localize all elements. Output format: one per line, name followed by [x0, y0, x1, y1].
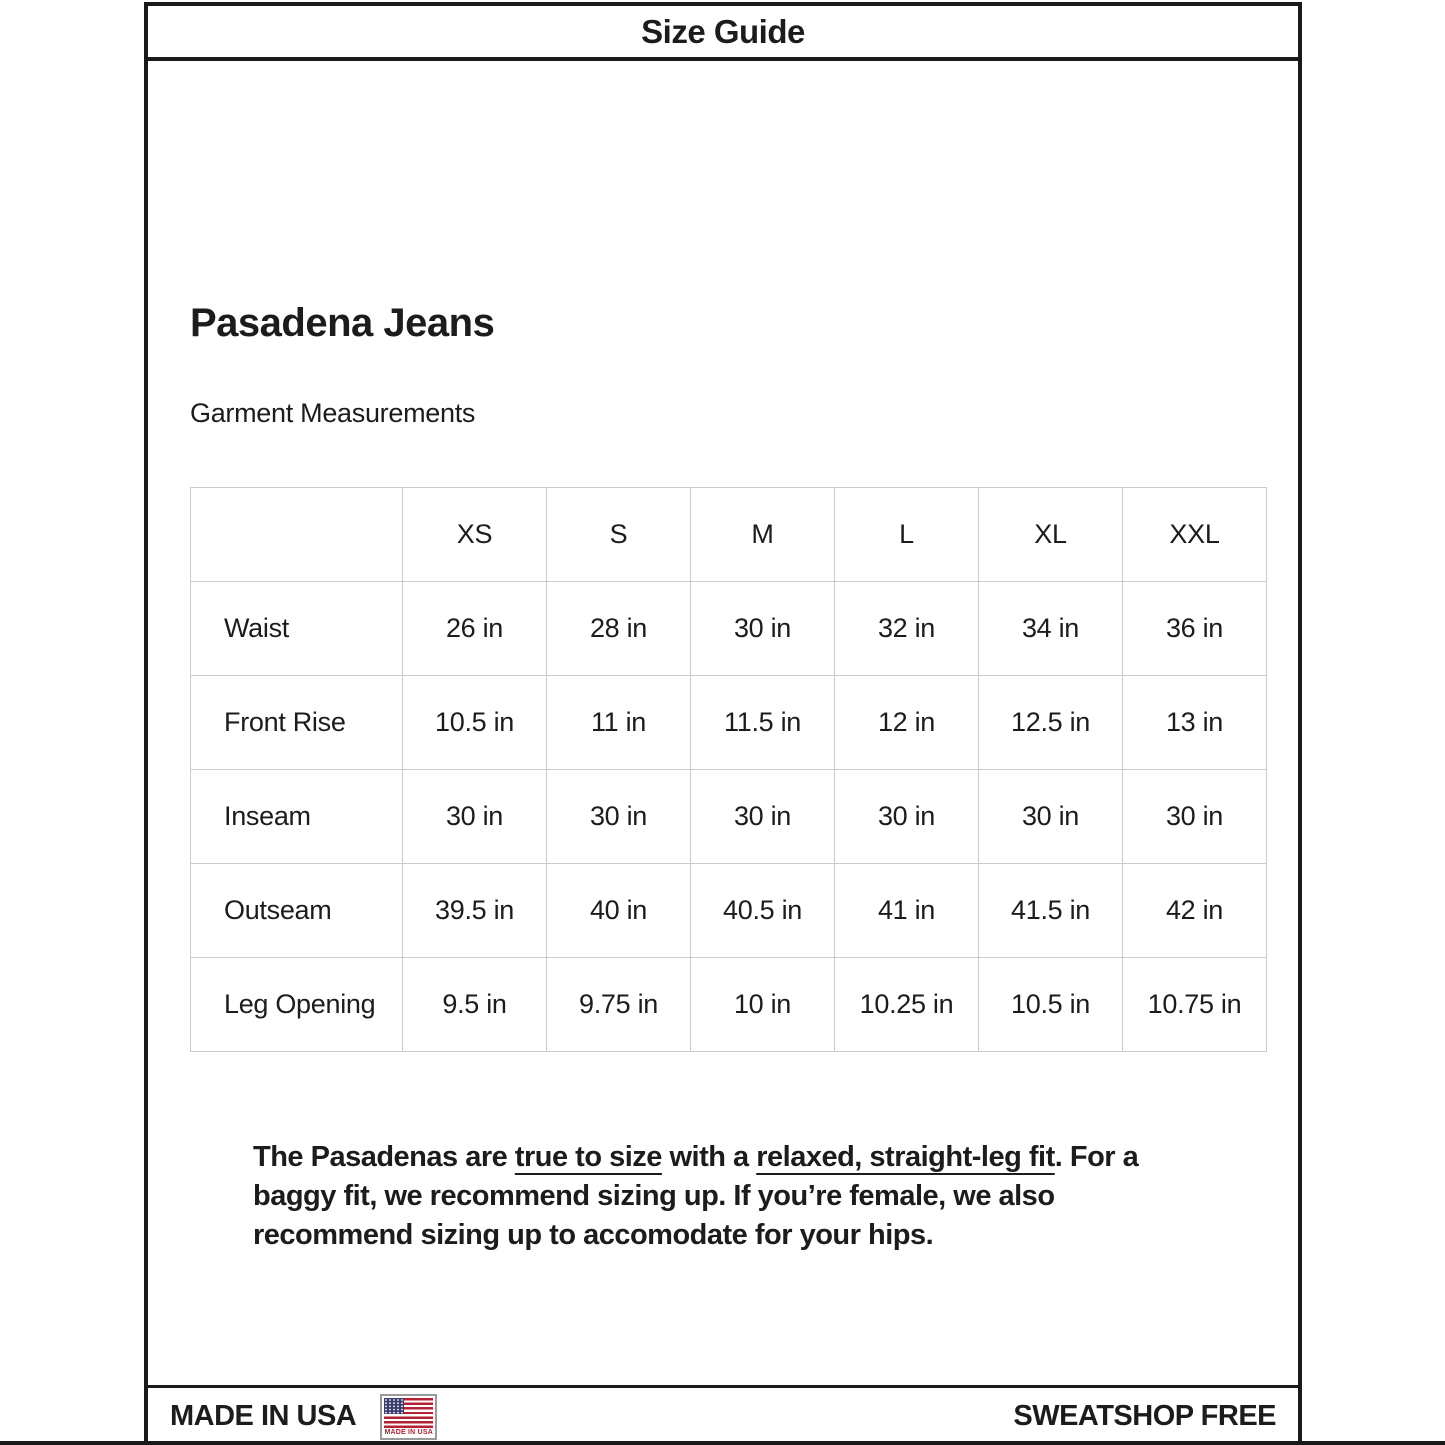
fit-text: with a	[661, 1141, 757, 1173]
measurement-cell: 10.5 in	[403, 676, 547, 770]
modal-content	[148, 301, 1298, 1255]
measurement-cell: 11 in	[547, 676, 691, 770]
table-row	[191, 864, 1267, 958]
measurement-cell: 10.25 in	[835, 958, 979, 1052]
size-column-header: XXL	[1123, 488, 1267, 582]
measurement-cell: 30 in	[691, 770, 835, 864]
measurement-cell: 13 in	[1123, 676, 1267, 770]
size-table-header-row	[191, 488, 1267, 582]
made-in-usa-label: MADE IN USA	[170, 1400, 357, 1432]
measurement-cell: 40.5 in	[691, 864, 835, 958]
row-label: Inseam	[191, 770, 403, 864]
fit-text: . For a baggy fit, we recommend sizing up. If you’re female, we also recommend sizing up to accomodate for your hips.	[253, 1141, 1139, 1251]
modal-footer	[148, 1385, 1298, 1445]
usa-flag-icon	[380, 1394, 437, 1440]
measurement-cell: 30 in	[1123, 770, 1267, 864]
measurement-cell: 10 in	[691, 958, 835, 1052]
measurement-cell: 34 in	[979, 582, 1123, 676]
table-row	[191, 770, 1267, 864]
measurement-cell: 10.75 in	[1123, 958, 1267, 1052]
measurement-cell: 40 in	[547, 864, 691, 958]
size-table-body	[191, 582, 1267, 1052]
measurement-cell: 30 in	[691, 582, 835, 676]
modal-title: Size Guide	[641, 12, 805, 50]
fit-link[interactable]: relaxed, straight-leg fit	[756, 1141, 1055, 1173]
size-column-header: XL	[979, 488, 1123, 582]
flag-caption: MADE IN USA	[384, 1428, 433, 1436]
measurement-cell: 10.5 in	[979, 958, 1123, 1052]
measurement-cell: 26 in	[403, 582, 547, 676]
measurement-cell: 9.75 in	[547, 958, 691, 1052]
bottom-border-bar	[0, 1441, 1445, 1445]
size-column-header: S	[547, 488, 691, 582]
row-label: Waist	[191, 582, 403, 676]
modal-header	[148, 6, 1298, 61]
measurement-cell: 30 in	[979, 770, 1123, 864]
row-label: Outseam	[191, 864, 403, 958]
row-label: Leg Opening	[191, 958, 403, 1052]
measurement-cell: 12.5 in	[979, 676, 1123, 770]
sweatshop-free-label: SWEATSHOP FREE	[1013, 1400, 1276, 1432]
measurement-cell: 42 in	[1123, 864, 1267, 958]
measurement-cell: 30 in	[403, 770, 547, 864]
measurement-cell: 32 in	[835, 582, 979, 676]
size-table	[190, 487, 1267, 1052]
measurement-cell: 41.5 in	[979, 864, 1123, 958]
measurement-cell: 30 in	[547, 770, 691, 864]
table-row	[191, 676, 1267, 770]
measurement-cell: 12 in	[835, 676, 979, 770]
flag-stripes	[384, 1398, 433, 1428]
section-subtitle: Garment Measurements	[190, 398, 476, 428]
measurement-cell: 11.5 in	[691, 676, 835, 770]
footer-left-group	[170, 1394, 437, 1440]
measurement-cell: 30 in	[835, 770, 979, 864]
row-label: Front Rise	[191, 676, 403, 770]
size-column-header: M	[691, 488, 835, 582]
table-row	[191, 582, 1267, 676]
measurement-cell: 9.5 in	[403, 958, 547, 1052]
fit-link[interactable]: true to size	[514, 1141, 662, 1173]
measurement-cell: 28 in	[547, 582, 691, 676]
fit-note	[253, 1138, 1218, 1255]
size-column-header: L	[835, 488, 979, 582]
measurement-cell: 39.5 in	[403, 864, 547, 958]
fit-text: The Pasadenas are	[253, 1141, 515, 1173]
measurement-cell: 41 in	[835, 864, 979, 958]
table-row	[191, 958, 1267, 1052]
product-title: Pasadena Jeans	[190, 301, 495, 345]
measurement-cell: 36 in	[1123, 582, 1267, 676]
table-corner-cell	[191, 488, 403, 582]
size-guide-modal	[144, 2, 1302, 1445]
size-column-header: XS	[403, 488, 547, 582]
flag-canton	[384, 1398, 404, 1414]
